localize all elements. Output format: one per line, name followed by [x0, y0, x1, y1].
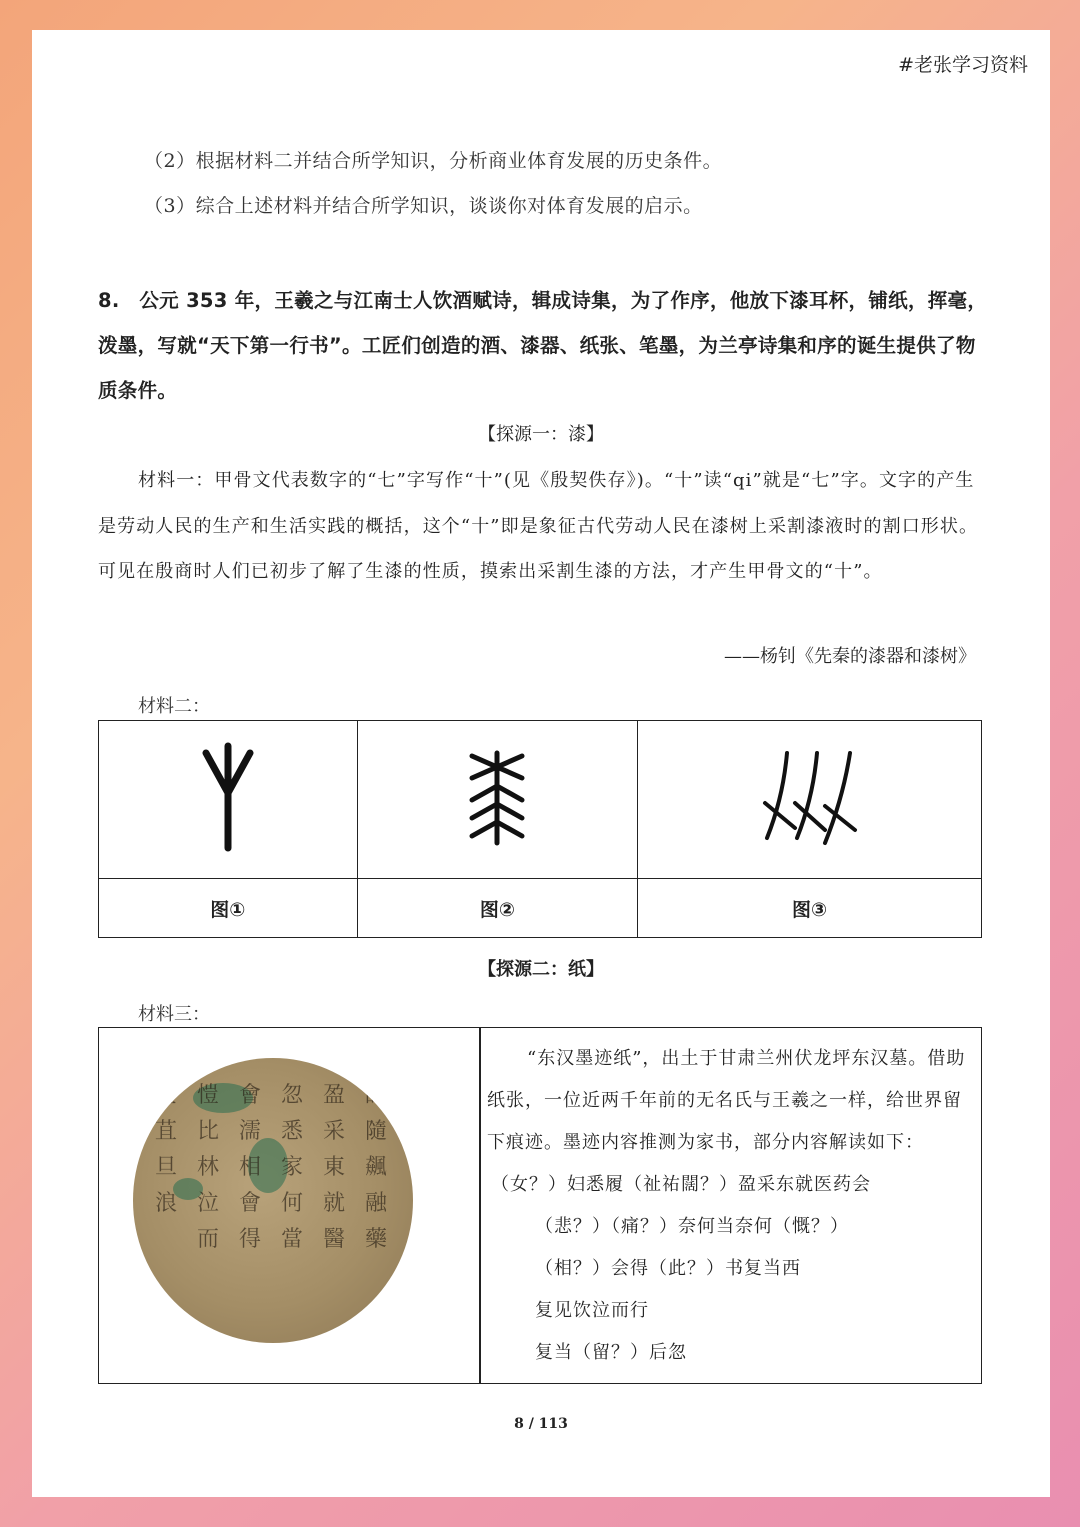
letter-line-5: 复当（留？）后忽 [535, 1342, 687, 1363]
letter-line-1: （女？）妇悉履（祉祐闊？）盈采东就医药会 [491, 1174, 871, 1195]
oracle-glyph-2-icon [457, 748, 537, 848]
oracle-glyph-1-icon [188, 738, 268, 858]
document-page [32, 30, 1050, 1497]
material-3-intro: “东汉墨迹纸”，出土于甘肃兰州伏龙坪东汉墓。借助纸张，一位近两千年前的无名氏与王羲之一样，给世界留下痕迹。墨迹内容推测为家书，部分内容解读如下： [487, 1048, 966, 1153]
figure-label-3: 图③ [638, 879, 982, 938]
material-1-source: ——杨钊《先秦的漆器和漆树》 [724, 646, 976, 667]
page-number: 8 / 113 [514, 1416, 568, 1432]
question-8-stem: 8. 公元 353 年，王羲之与江南士人饮酒赋诗，辑成诗集，为了作序，他放下漆耳杯，铺纸，挥毫，泼墨，写就“天下第一行书”。工匠们创造的酒、漆器、纸张、笔墨，为兰亭诗集和序的诞生提供了物质条件。 [98, 289, 988, 402]
table-divider [479, 1028, 481, 1383]
oracle-glyph-3-icon [755, 748, 865, 848]
section-2-title: 【探源二：纸】 [478, 959, 604, 980]
material-3-table [98, 1027, 982, 1384]
ink-paper-photo: 壹 苴 旦 浪 愷 比 林 泣 而 會 濡 相 會 得 忽 悉 家 何 當 盈 采 東 就 醫 師 隨 飆 融 藥 [133, 1058, 413, 1343]
figure-label-2: 图② [357, 879, 637, 938]
watermark-label: #老张学习资料 [898, 54, 1028, 76]
material-3-text [487, 1038, 975, 1374]
letter-line-4: 复见饮泣而行 [535, 1300, 649, 1321]
letter-line-3: （相？）会得（此？）书复当西 [535, 1258, 801, 1279]
material-2-label: 材料二： [138, 696, 210, 717]
section-1-title: 【探源一：漆】 [478, 424, 604, 445]
figure-label-1: 图① [99, 879, 358, 938]
glyph-cell-1 [99, 721, 358, 879]
question-2: （2）根据材料二并结合所学知识，分析商业体育发展的历史条件。 [144, 150, 723, 172]
material-1-text: 材料一：甲骨文代表数字的“七”字写作“十”(见《殷契佚存》)。“十”读“qi”就是“七”字。文字的产生是劳动人民的生产和生活实践的概括，这个“十”即是象征古代劳动人民在漆树上采割漆液时的割口形状。可见在殷商时人们已初步了解了生漆的性质，摸索出采割生漆的方法，才产生甲骨文的“十”。 [98, 470, 979, 582]
glyph-cell-3 [638, 721, 982, 879]
letter-line-2: （悲？）（痛？）奈何当奈何（慨？） [535, 1216, 849, 1237]
material-3-label: 材料三： [138, 1004, 210, 1025]
oracle-glyph-table [98, 720, 982, 938]
glyph-cell-2 [357, 721, 637, 879]
question-3: （3）综合上述材料并结合所学知识，谈谈你对体育发展的启示。 [144, 195, 703, 217]
